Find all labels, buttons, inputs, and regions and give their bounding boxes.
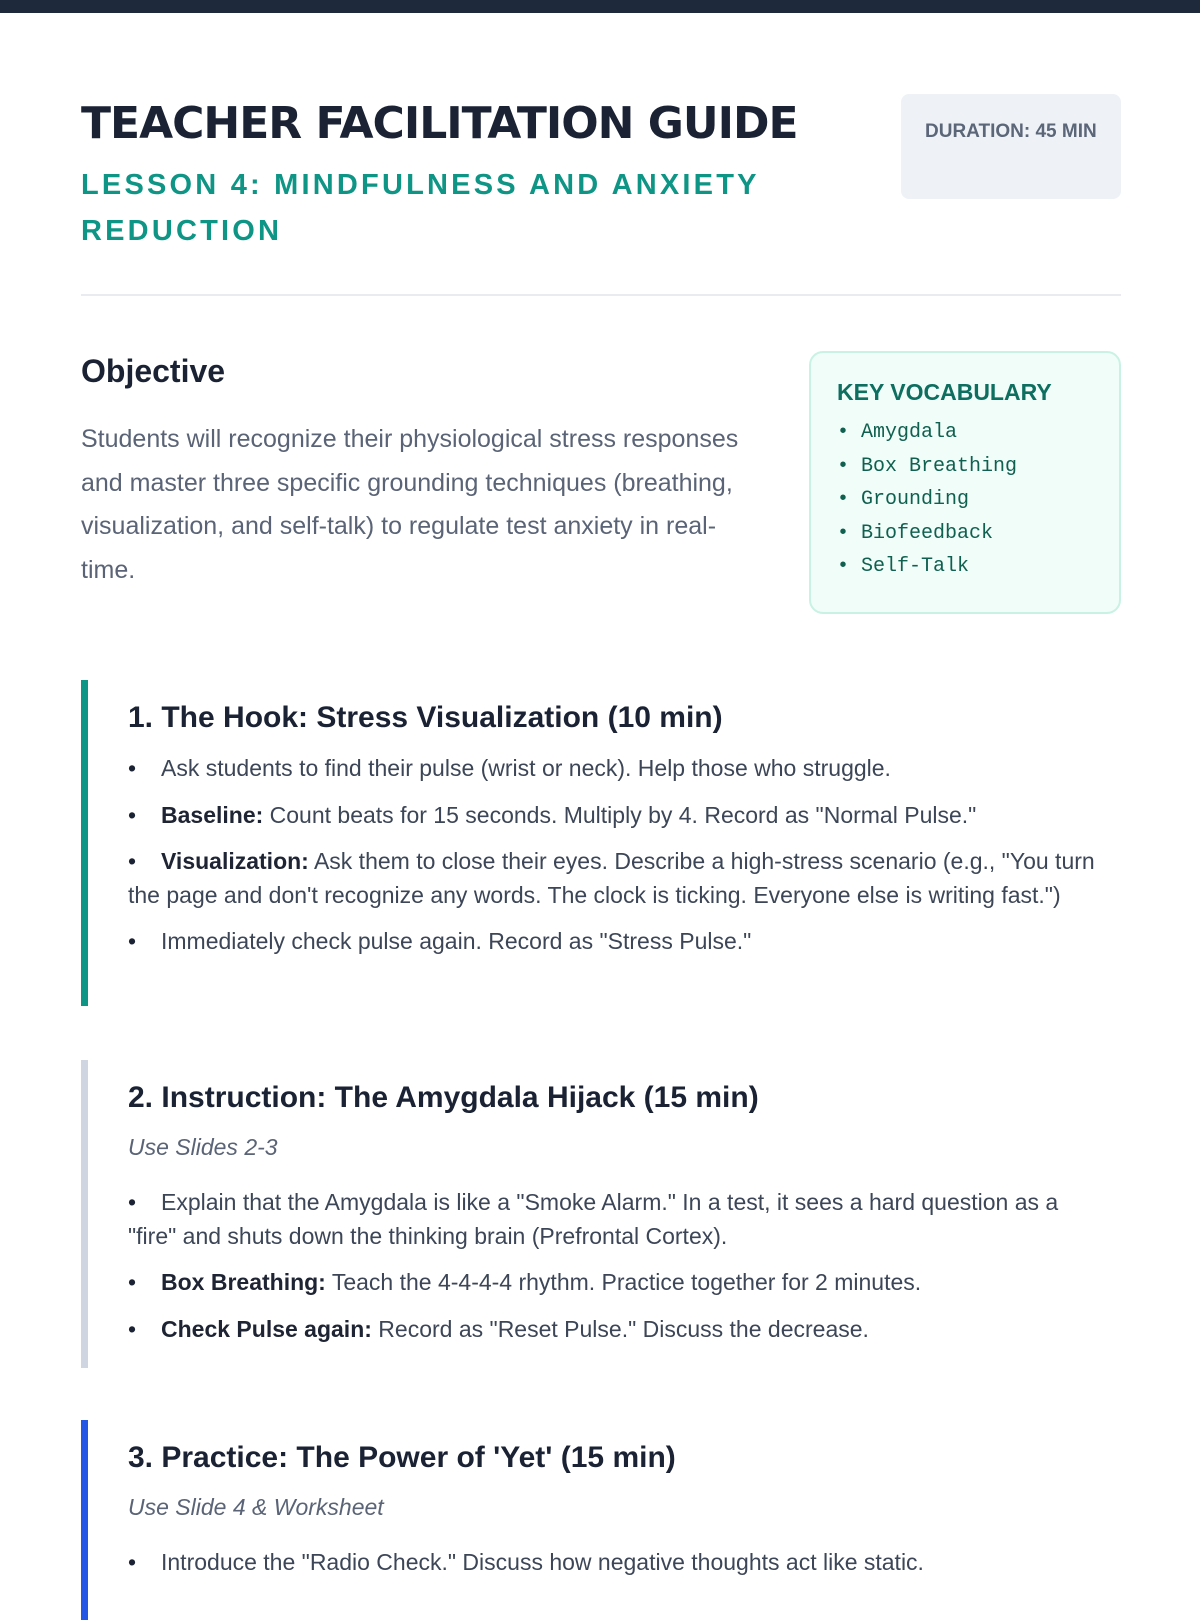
list-item: [128, 1186, 1108, 1253]
vocabulary-term-text: Amygdala: [861, 421, 958, 444]
section-instruction: [81, 1060, 1121, 1368]
item-text: Immediately check pulse again. Record as "Stress Pulse.": [161, 928, 752, 954]
item-text: Count beats for 15 seconds. Multiply by 4. Record as "Normal Pulse.": [263, 801, 977, 828]
item-lead: Check Pulse again:: [161, 1315, 372, 1342]
list-item: [128, 845, 1108, 912]
bullet-icon: •: [128, 1549, 137, 1575]
section-accent-bar: [81, 680, 88, 1006]
bullet-icon: •: [837, 454, 850, 478]
section-note: Use Slide 4 & Worksheet: [128, 1494, 384, 1520]
bullet-icon: •: [128, 1315, 137, 1342]
item-text: Explain that the Amygdala is like a "Smoke Alarm." In a test, it sees a hard question as a "fire" and shuts down the thinking brain (Prefrontal Cortex).: [128, 1189, 1059, 1249]
vocabulary-term-text: Grounding: [861, 488, 970, 511]
bullet-icon: •: [837, 521, 850, 545]
section-accent-bar: [81, 1420, 88, 1620]
section-hook: [81, 680, 1121, 1006]
lesson-subtitle: LESSON 4: MINDFULNESS AND ANXIETY REDUCTION: [81, 169, 760, 247]
vocabulary-term: [837, 416, 1093, 450]
item-text: Teach the 4-4-4-4 rhythm. Practice together for 2 minutes.: [325, 1269, 922, 1295]
list-item: [128, 1313, 1108, 1347]
section-steps-list: [128, 1186, 1108, 1346]
bullet-icon: •: [128, 1189, 137, 1215]
item-lead: Baseline:: [161, 801, 264, 828]
section-title: 2. Instruction: The Amygdala Hijack (15 min): [128, 1081, 759, 1114]
item-text: Ask students to find their pulse (wrist or neck). Help those who struggle.: [161, 755, 891, 781]
list-item: [128, 752, 1108, 786]
bullet-icon: •: [837, 421, 850, 444]
objective-text: Students will recognize their physiological stress responses and master three specific grounding techniques (breathing, visualization, and self-talk) to regulate test anxiety in real-time.: [81, 425, 739, 584]
section-title: 3. Practice: The Power of 'Yet' (15 min): [128, 1441, 676, 1474]
duration-badge: DURATION: 45 MIN: [901, 94, 1121, 199]
item-text: Record as "Reset Pulse." Discuss the decrease.: [371, 1315, 869, 1342]
vocabulary-term: [837, 517, 1093, 551]
vocabulary-list: [837, 416, 1093, 584]
section-steps-list: [128, 752, 1108, 959]
bullet-icon: •: [128, 801, 137, 828]
top-accent-bar: [0, 0, 1200, 13]
section-note: Use Slides 2-3: [128, 1134, 278, 1160]
vocabulary-term-text: Biofeedback: [861, 521, 994, 545]
vocabulary-title: KEY VOCABULARY: [837, 379, 1052, 405]
header-divider: [81, 294, 1121, 296]
vocabulary-term: [837, 450, 1093, 484]
item-lead: Visualization:: [161, 848, 309, 874]
vocabulary-term: [837, 550, 1093, 584]
vocabulary-term-text: Box Breathing: [861, 454, 1018, 478]
list-item: [128, 1546, 1108, 1580]
key-vocabulary-box: [809, 351, 1121, 614]
section-title: 1. The Hook: Stress Visualization (10 min): [128, 701, 723, 734]
bullet-icon: •: [837, 555, 850, 578]
section-accent-bar: [81, 1060, 88, 1368]
page-title: TEACHER FACILITATION GUIDE: [81, 98, 798, 149]
bullet-icon: •: [128, 755, 137, 781]
list-item: [128, 925, 1108, 959]
bullet-icon: •: [837, 488, 850, 511]
bullet-icon: •: [128, 928, 137, 954]
vocabulary-term-text: Self-Talk: [861, 555, 970, 578]
section-steps-list: [128, 1546, 1108, 1580]
vocabulary-term: [837, 483, 1093, 517]
list-item: [128, 799, 1108, 833]
item-lead: Box Breathing:: [161, 1269, 326, 1295]
item-text: Introduce the "Radio Check." Discuss how negative thoughts act like static.: [161, 1549, 924, 1575]
item-text: Ask them to close their eyes. Describe a high-stress scenario (e.g., "You turn the page and don't recognize any words. The clock is ticking. Everyone else is writing fast."): [128, 848, 1095, 908]
bullet-icon: •: [128, 848, 137, 874]
objective-heading: Objective: [81, 353, 226, 389]
bullet-icon: •: [128, 1269, 137, 1295]
list-item: [128, 1266, 1108, 1300]
section-practice: [81, 1420, 1121, 1620]
